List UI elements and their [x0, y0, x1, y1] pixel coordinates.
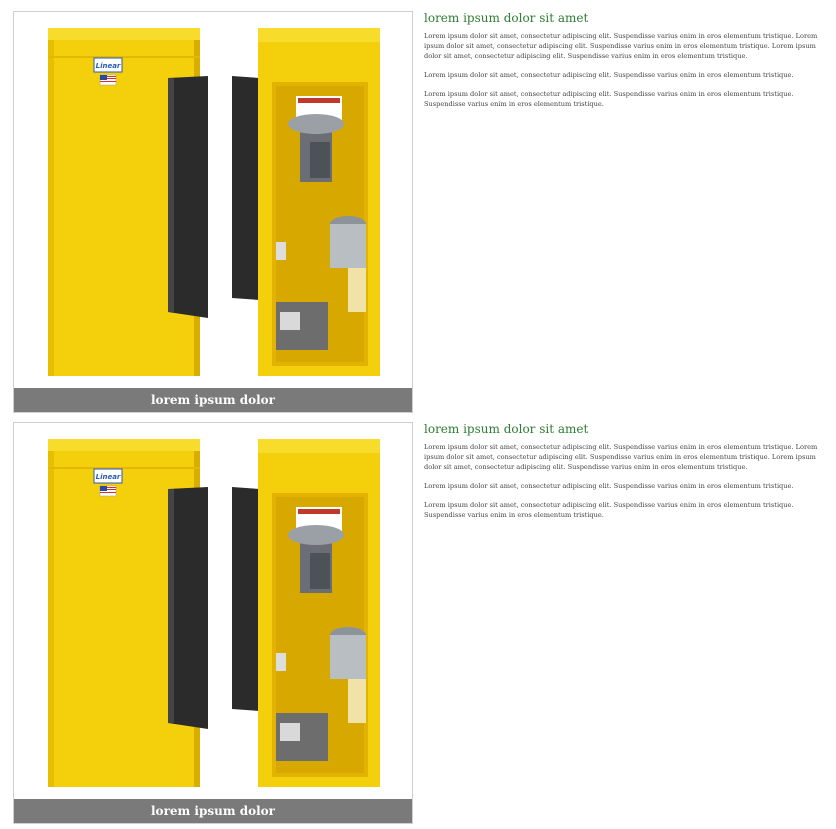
svg-text:Linear: Linear: [95, 473, 121, 481]
description-paragraph: Lorem ipsum dolor sit amet, consectetur adipiscing elit. Suspendisse varius enim in eros elementum tristique.: [424, 71, 794, 79]
product-image[interactable]: [14, 12, 412, 376]
svg-text:Linear: Linear: [95, 62, 121, 70]
image-caption: lorem ipsum dolor: [14, 388, 412, 412]
description-paragraph: Lorem ipsum dolor sit amet, consectetur adipiscing elit. Suspendisse varius enim in eros elementum tristique. Suspendisse varius enim in eros elementum tristique.: [424, 501, 794, 519]
image-caption: lorem ipsum dolor: [14, 799, 412, 823]
description-paragraph: Lorem ipsum dolor sit amet, consectetur adipiscing elit. Suspendisse varius enim in eros elementum tristique.: [424, 482, 794, 490]
product-heading: lorem ipsum dolor sit amet: [424, 422, 589, 436]
product-heading: lorem ipsum dolor sit amet: [424, 11, 589, 25]
description-paragraph: Lorem ipsum dolor sit amet, consectetur adipiscing elit. Suspendisse varius enim in eros elementum tristique. Lorem ipsum dolor sit amet, consectetur adipiscing elit. Suspendisse varius enim in eros elementum tristique. Lorem ipsum dolor sit amet, consectetur adipiscing elit. Suspendisse varius enim in eros elementum tristique.: [424, 443, 818, 471]
description-paragraph: Lorem ipsum dolor sit amet, consectetur adipiscing elit. Suspendisse varius enim in eros elementum tristique. Lorem ipsum dolor sit amet, consectetur adipiscing elit. Suspendisse varius enim in eros elementum tristique. Lorem ipsum dolor sit amet, consectetur adipiscing elit. Suspendisse varius enim in eros elementum tristique.: [424, 32, 818, 60]
product-card[interactable]: [13, 422, 413, 824]
product-description: [424, 422, 826, 529]
product-image[interactable]: [14, 423, 412, 787]
product-description: [424, 11, 826, 118]
description-paragraph: Lorem ipsum dolor sit amet, consectetur adipiscing elit. Suspendisse varius enim in eros elementum tristique. Suspendisse varius enim in eros elementum tristique.: [424, 90, 794, 108]
product-card[interactable]: [13, 11, 413, 413]
